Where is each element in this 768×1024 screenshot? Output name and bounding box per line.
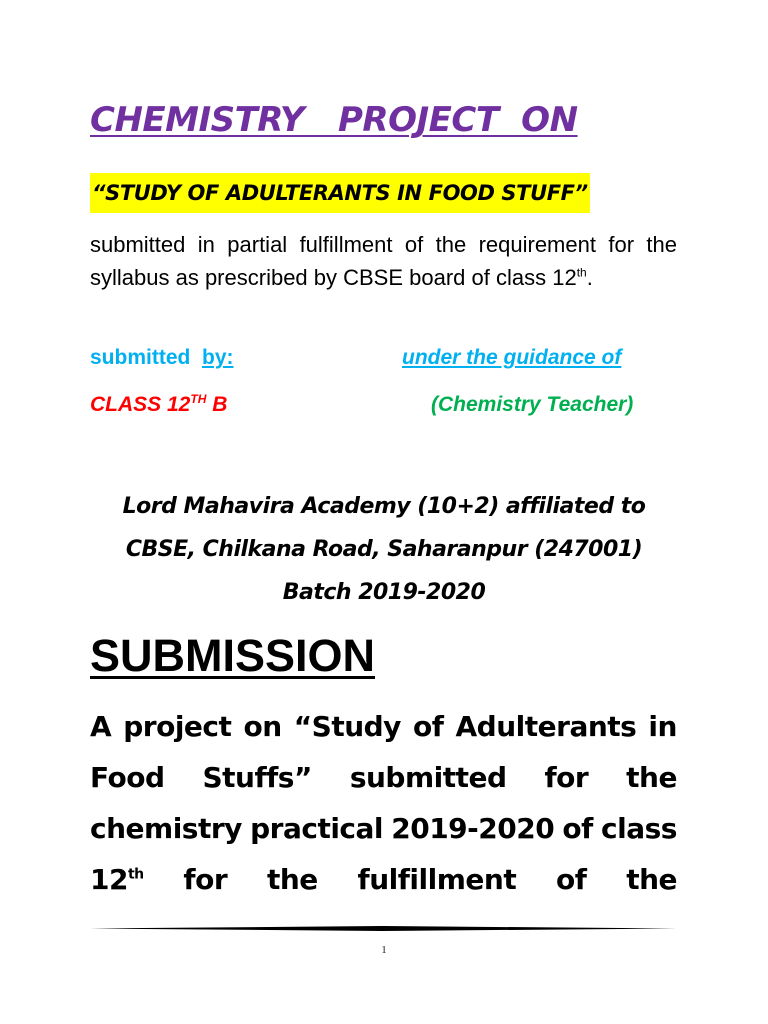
project-subtitle: “STUDY OF ADULTERANTS IN FOOD STUFF” <box>90 173 590 213</box>
intro-text: submitted in partial fulfillment of the requirement for the syllabus as prescribed by CBSE board of class 12 <box>90 232 677 290</box>
submission-word: practical <box>250 812 384 845</box>
submission-word: class <box>601 812 677 845</box>
submission-word: for <box>544 761 589 794</box>
guidance-label: under the guidance of <box>402 346 622 369</box>
class-value <box>90 393 227 417</box>
intro-end: . <box>586 265 593 290</box>
intro-superscript: th <box>576 265 587 280</box>
submission-word: on <box>243 710 282 743</box>
teacher-value: (Chemistry Teacher) <box>431 393 634 416</box>
submission-line-2 <box>90 761 677 794</box>
submission-word: for <box>183 863 228 896</box>
school-batch: Batch 2019-2020 <box>282 580 486 605</box>
school-line-1: Lord Mahavira Academy (10+2) affiliated to <box>122 494 646 519</box>
submission-word: A <box>90 710 112 743</box>
footer-divider <box>90 926 677 931</box>
submission-word: the <box>626 761 677 794</box>
submission-word: Adulterants <box>455 710 637 743</box>
submission-word: the <box>266 863 318 896</box>
submitted-by-underlined: by: <box>202 346 234 369</box>
submission-word: of <box>555 863 587 896</box>
submission-word: the <box>626 863 677 896</box>
project-title: CHEMISTRY PROJECT ON <box>90 100 578 140</box>
class-value-end: B <box>206 393 228 416</box>
page-number: 1 <box>381 944 387 956</box>
submission-word: “Study <box>293 710 401 743</box>
submission-word: of <box>413 710 444 743</box>
submission-line-3 <box>90 812 677 845</box>
intro-paragraph <box>90 228 677 294</box>
submission-word: of <box>562 812 593 845</box>
school-line-2: CBSE, Chilkana Road, Saharanpur (247001) <box>125 537 643 562</box>
submission-word: Stuffs” <box>202 761 312 794</box>
submission-line-4 <box>90 863 677 896</box>
submitted-by-prefix: submitted <box>90 346 203 369</box>
submission-word: project <box>123 710 232 743</box>
submission-word: chemistry <box>90 812 242 845</box>
submission-word: Food <box>90 761 165 794</box>
submitted-by-label <box>90 346 234 370</box>
submission-word: submitted <box>349 761 507 794</box>
class-value-superscript: TH <box>190 392 207 406</box>
submission-class-number <box>90 863 144 896</box>
submission-line-1 <box>90 710 677 743</box>
class-number: 12 <box>90 863 128 896</box>
submission-word: fulfillment <box>357 863 517 896</box>
submission-heading: SUBMISSION <box>90 630 376 681</box>
submission-word: in <box>648 710 677 743</box>
submission-word: 2019-2020 <box>391 812 555 845</box>
class-number-superscript: th <box>127 866 144 883</box>
class-value-main: CLASS 12 <box>90 393 191 416</box>
